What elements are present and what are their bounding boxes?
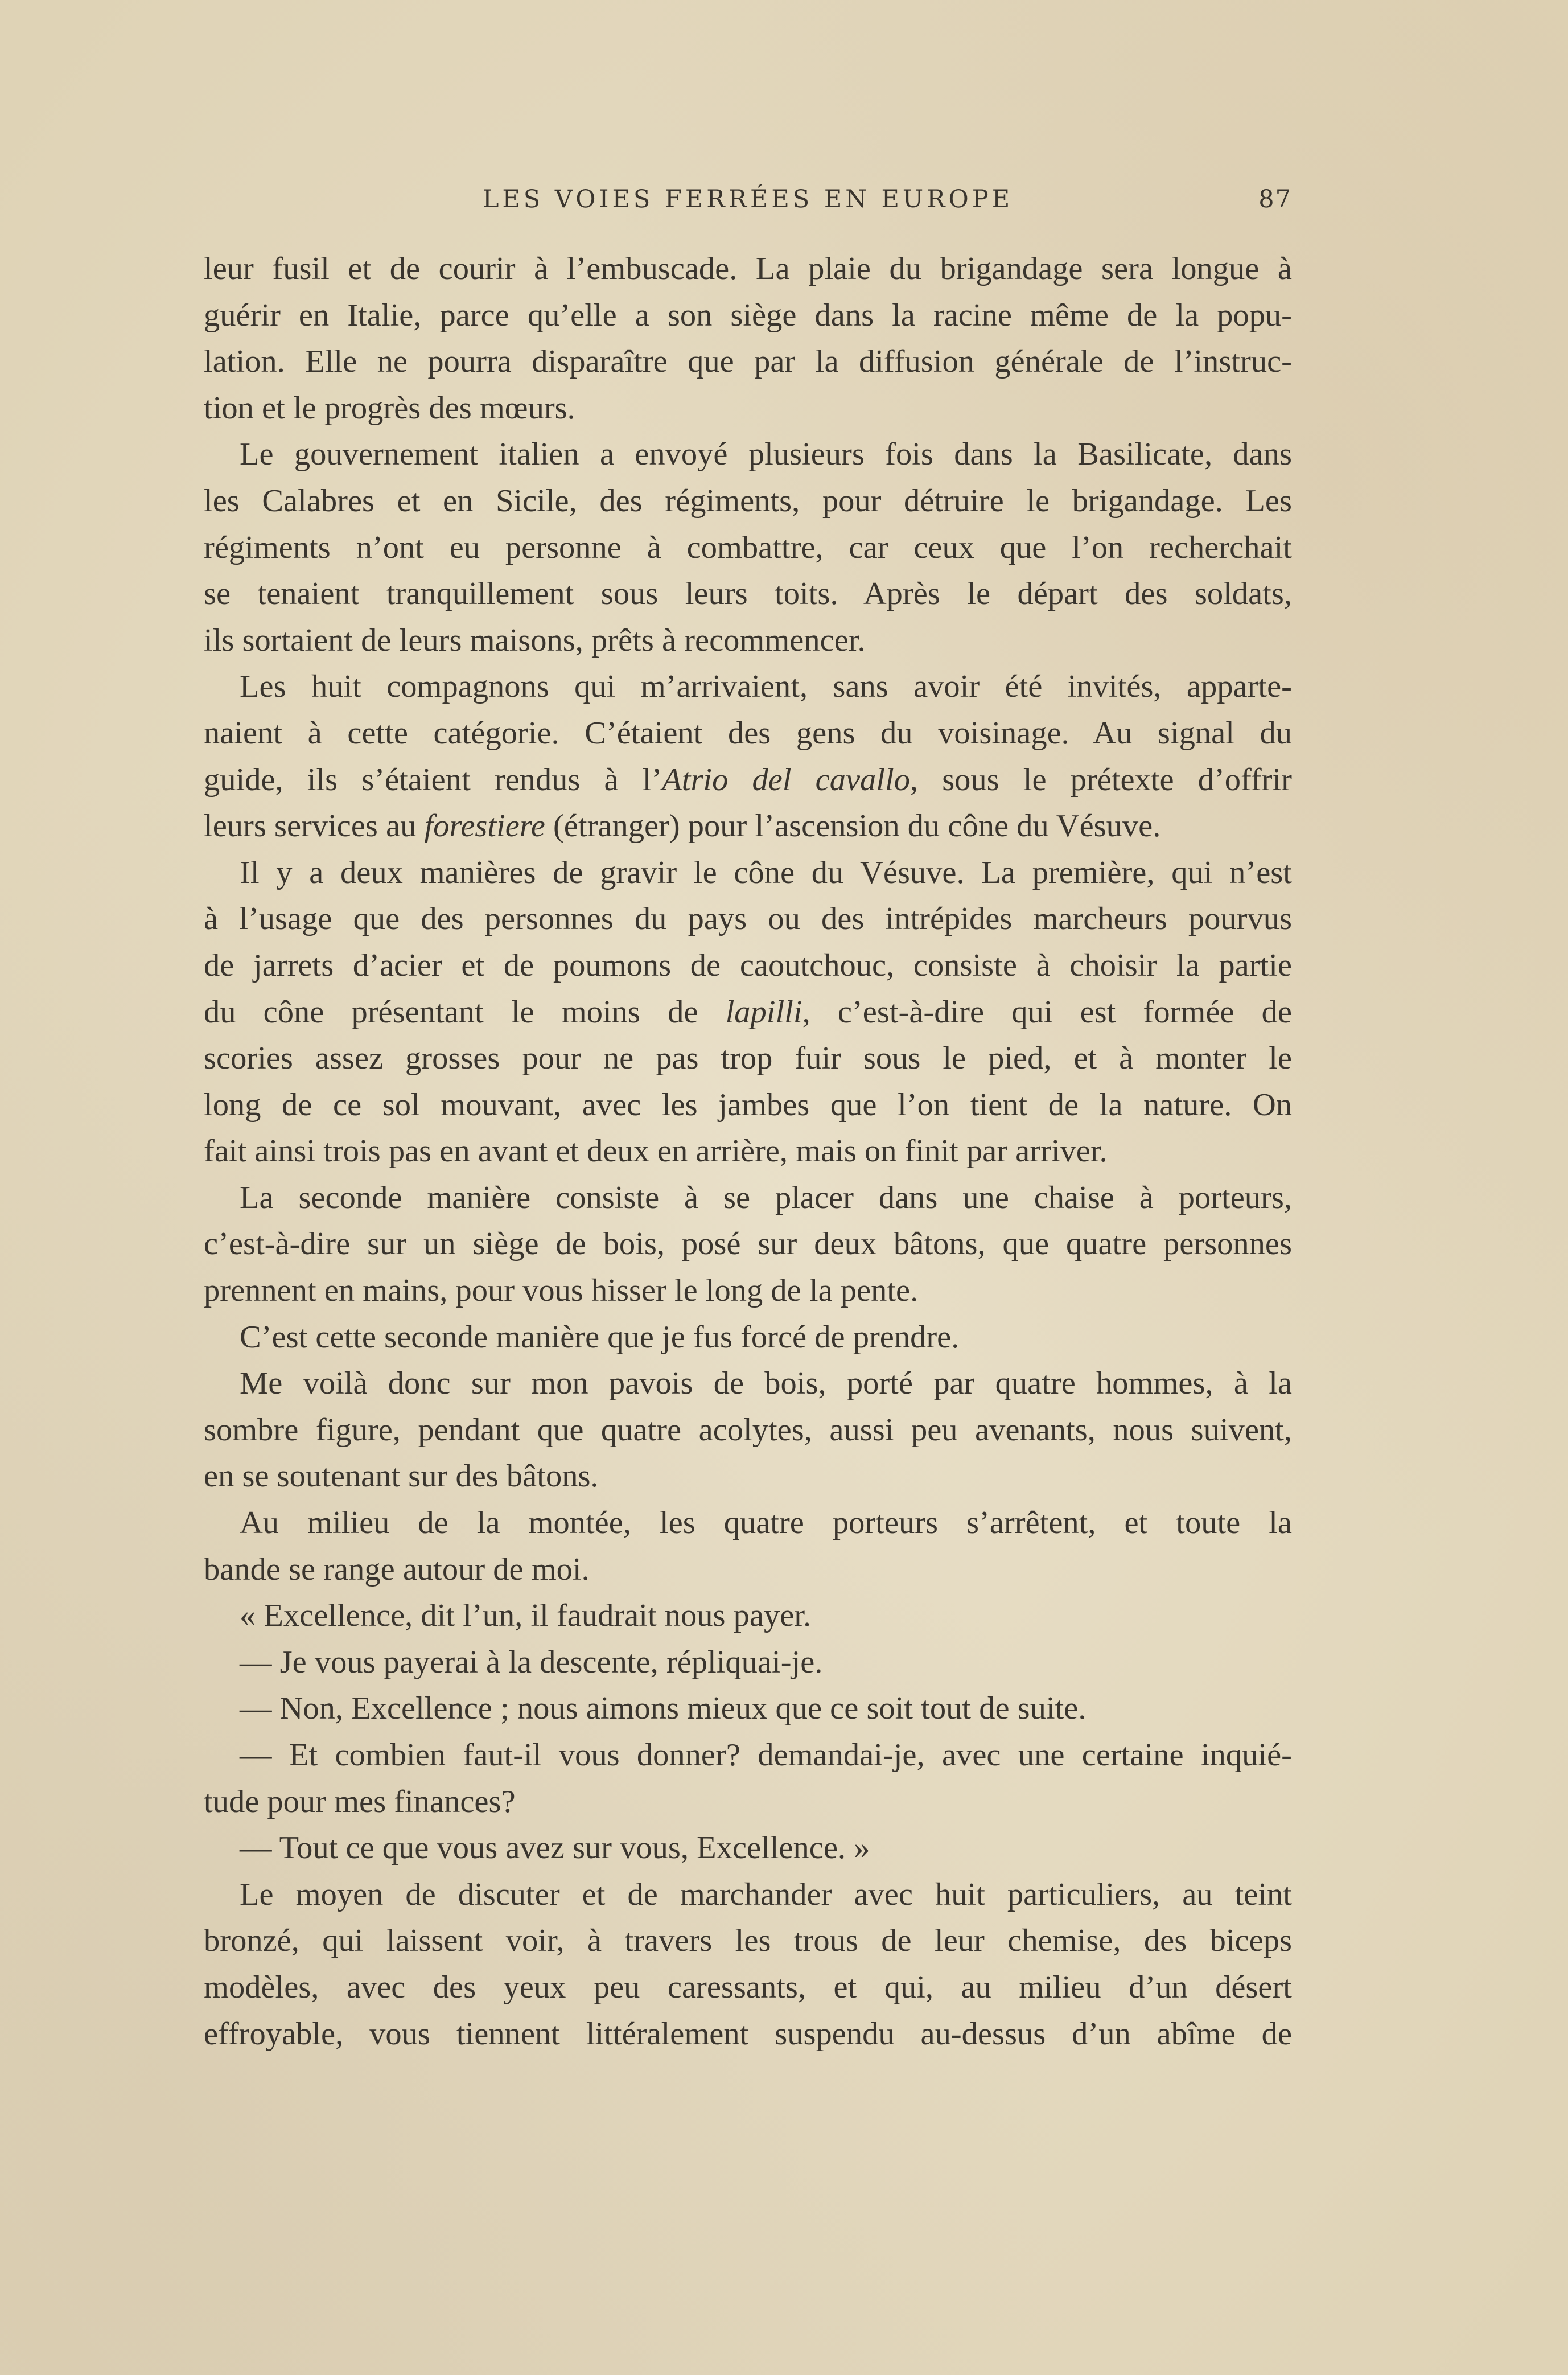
text-line: bronzé, qui laissent voir, à travers les trous de leur chemise, des biceps: [204, 1923, 1292, 1959]
text-line: guérir en Italie, parce qu’elle a son siège dans la racine même de la popu-: [204, 297, 1292, 333]
text-line: en se soutenant sur des bâtons.: [204, 1458, 599, 1494]
italic-term: forestiere: [424, 808, 545, 844]
text-line: ils sortaient de leurs maisons, prêts à recommencer.: [204, 622, 866, 658]
text-line: scories assez grosses pour ne pas trop fuir sous le pied, et à monter le: [204, 1041, 1292, 1076]
text-line: Au milieu de la montée, les quatre porteurs s’arrêtent, et toute la: [240, 1505, 1292, 1541]
text-line: tude pour mes finances?: [204, 1784, 516, 1819]
text-line: Me voilà donc sur mon pavois de bois, porté par quatre hommes, à la: [240, 1366, 1292, 1402]
text-line: « Excellence, dit l’un, il faudrait nous payer.: [240, 1598, 812, 1634]
text-line: tion et le progrès des mœurs.: [204, 390, 575, 426]
running-title: LES VOIES FERRÉES EN EUROPE: [482, 185, 1014, 213]
text-line: c’est-à-dire sur un siège de bois, posé sur deux bâtons, que quatre personnes: [204, 1226, 1292, 1262]
text-line: sombre figure, pendant que quatre acolytes, aussi peu avenants, nous suivent,: [204, 1412, 1292, 1448]
text-line: effroyable, vous tiennent littéralement suspendu au-dessus d’un abîme de: [204, 2016, 1292, 2052]
text-line: — Je vous payerai à la descente, répliquai-je.: [240, 1644, 823, 1680]
text-line: naient à cette catégorie. C’étaient des gens du voisinage. Au signal du: [204, 715, 1292, 751]
text-segment: (étranger) pour l’ascension du cône du Vésuve.: [545, 808, 1161, 844]
italic-term: lapilli: [725, 994, 802, 1030]
text-line: [204, 803, 1292, 850]
text-line: Les huit compagnons qui m’arrivaient, sans avoir été invités, apparte-: [240, 669, 1292, 705]
text-line: se tenaient tranquillement sous leurs toits. Après le départ des soldats,: [204, 576, 1292, 612]
text-line: leur fusil et de courir à l’embuscade. La plaie du brigandage sera longue à: [204, 251, 1292, 286]
text-line: — Non, Excellence ; nous aimons mieux que ce soit tout de suite.: [240, 1691, 1087, 1727]
text-line: [204, 757, 1292, 804]
text-line: [204, 989, 1292, 1036]
page-header: [204, 185, 1292, 219]
italic-term: Atrio del cavallo: [662, 762, 910, 798]
text-line: — Tout ce que vous avez sur vous, Excellence. »: [240, 1830, 870, 1866]
body-text: [204, 246, 1292, 2057]
text-segment: guide, ils s’étaient rendus à l’: [204, 762, 662, 798]
text-line: à l’usage que des personnes du pays ou des intrépides marcheurs pourvus: [204, 901, 1292, 937]
text-line: — Et combien faut-il vous donner? demandai-je, avec une certaine inquié-: [240, 1737, 1292, 1773]
text-segment: , c’est-à-dire qui est formée de: [802, 994, 1292, 1030]
text-line: C’est cette seconde manière que je fus forcé de prendre.: [240, 1319, 960, 1355]
page-number: 87: [1258, 185, 1292, 213]
text-line: La seconde manière consiste à se placer dans une chaise à porteurs,: [240, 1180, 1292, 1215]
text-line: les Calabres et en Sicile, des régiments, pour détruire le brigandage. Les: [204, 483, 1292, 519]
text-line: long de ce sol mouvant, avec les jambes que l’on tient de la nature. On: [204, 1087, 1292, 1123]
text-line: modèles, avec des yeux peu caressants, et qui, au milieu d’un désert: [204, 1969, 1292, 2005]
text-line: bande se range autour de moi.: [204, 1551, 590, 1587]
text-line: prennent en mains, pour vous hisser le long de la pente.: [204, 1273, 919, 1309]
text-line: Il y a deux manières de gravir le cône du Vésuve. La première, qui n’est: [240, 854, 1292, 890]
text-segment: , sous le prétexte d’offrir: [909, 762, 1292, 798]
text-line: lation. Elle ne pourra disparaître que par la diffusion générale de l’instruc-: [204, 344, 1292, 380]
text-line: Le moyen de discuter et de marchander avec huit particuliers, au teint: [240, 1876, 1292, 1912]
text-line: régiments n’ont eu personne à combattre, car ceux que l’on recherchait: [204, 529, 1292, 565]
text-line: de jarrets d’acier et de poumons de caoutchouc, consiste à choisir la partie: [204, 947, 1292, 983]
text-segment: leurs services au: [204, 808, 425, 844]
text-line: fait ainsi trois pas en avant et deux en arrière, mais on finit par arriver.: [204, 1133, 1108, 1169]
text-line: Le gouvernement italien a envoyé plusieurs fois dans la Basilicate, dans: [240, 437, 1292, 472]
text-segment: du cône présentant le moins de: [204, 994, 726, 1030]
